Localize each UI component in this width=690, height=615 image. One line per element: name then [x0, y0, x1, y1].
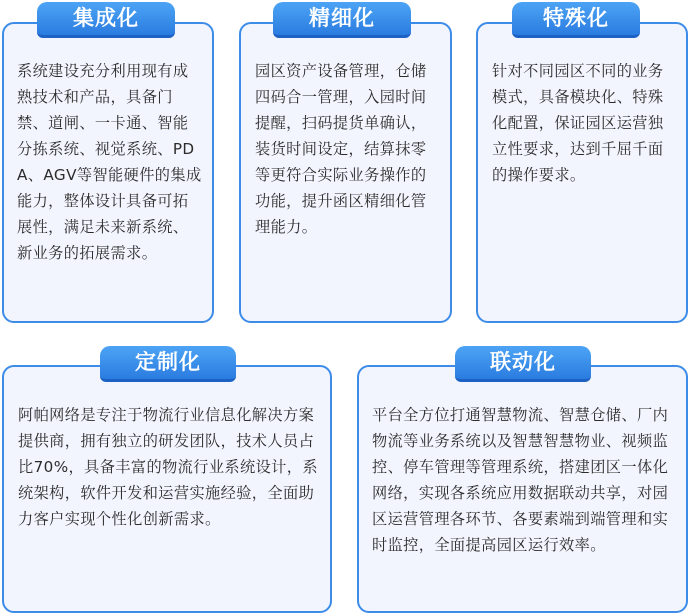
feature-card-title: 特殊化 — [512, 2, 640, 38]
feature-card-text: 阿帕网络是专注于物流行业信息化解决方案提供商，拥有独立的研发团队，技术人员占比70%，具备丰富的物流行业系统设计，系统架构，软件开发和运营实施经验，全面助力客户实现个性化创新需求。 — [18, 406, 318, 528]
feature-card-title: 联动化 — [455, 346, 591, 382]
feature-card-customization — [2, 365, 332, 613]
feature-card-title: 精细化 — [273, 2, 411, 38]
feature-card-text: 系统建设充分利用现有成熟技术和产品，具备门禁、道闸、一卡通、智能分拣系统、视觉系统、PDA、AGV等智能硬件的集成能力，整体设计具备可拓展性，满足未来新系统、新业务的拓展需求。 — [17, 62, 202, 262]
feature-card-integration — [2, 22, 214, 323]
feature-card-linkage — [357, 365, 688, 613]
feature-card-title: 集成化 — [37, 2, 175, 38]
feature-card-text: 平台全方位打通智慧物流、智慧仓储、厂内物流等业务系统以及智慧智慧物业、视频监控、停车管理等管理系统，搭建团区一体化网络，实现各系统应用数据联动共享，对园区运营管理各环节、各要素端到端管理和实时监控，全面提高园区运行效率。 — [372, 406, 669, 554]
feature-card-title: 定制化 — [100, 346, 236, 382]
feature-card-specialization — [476, 22, 688, 323]
feature-card-text: 园区资产设备管理，仓储四码合一管理，入园时间提醒，扫码提货单确认，装货时间设定，结算抹零等更符合实际业务操作的功能，提升函区精细化管理能力。 — [255, 62, 427, 236]
feature-card-text: 针对不同园区不同的业务模式，具备模块化、特殊化配置，保证园区运营独立性要求，达到千屈千面的操作要求。 — [492, 62, 664, 184]
feature-card-refinement — [239, 22, 452, 323]
